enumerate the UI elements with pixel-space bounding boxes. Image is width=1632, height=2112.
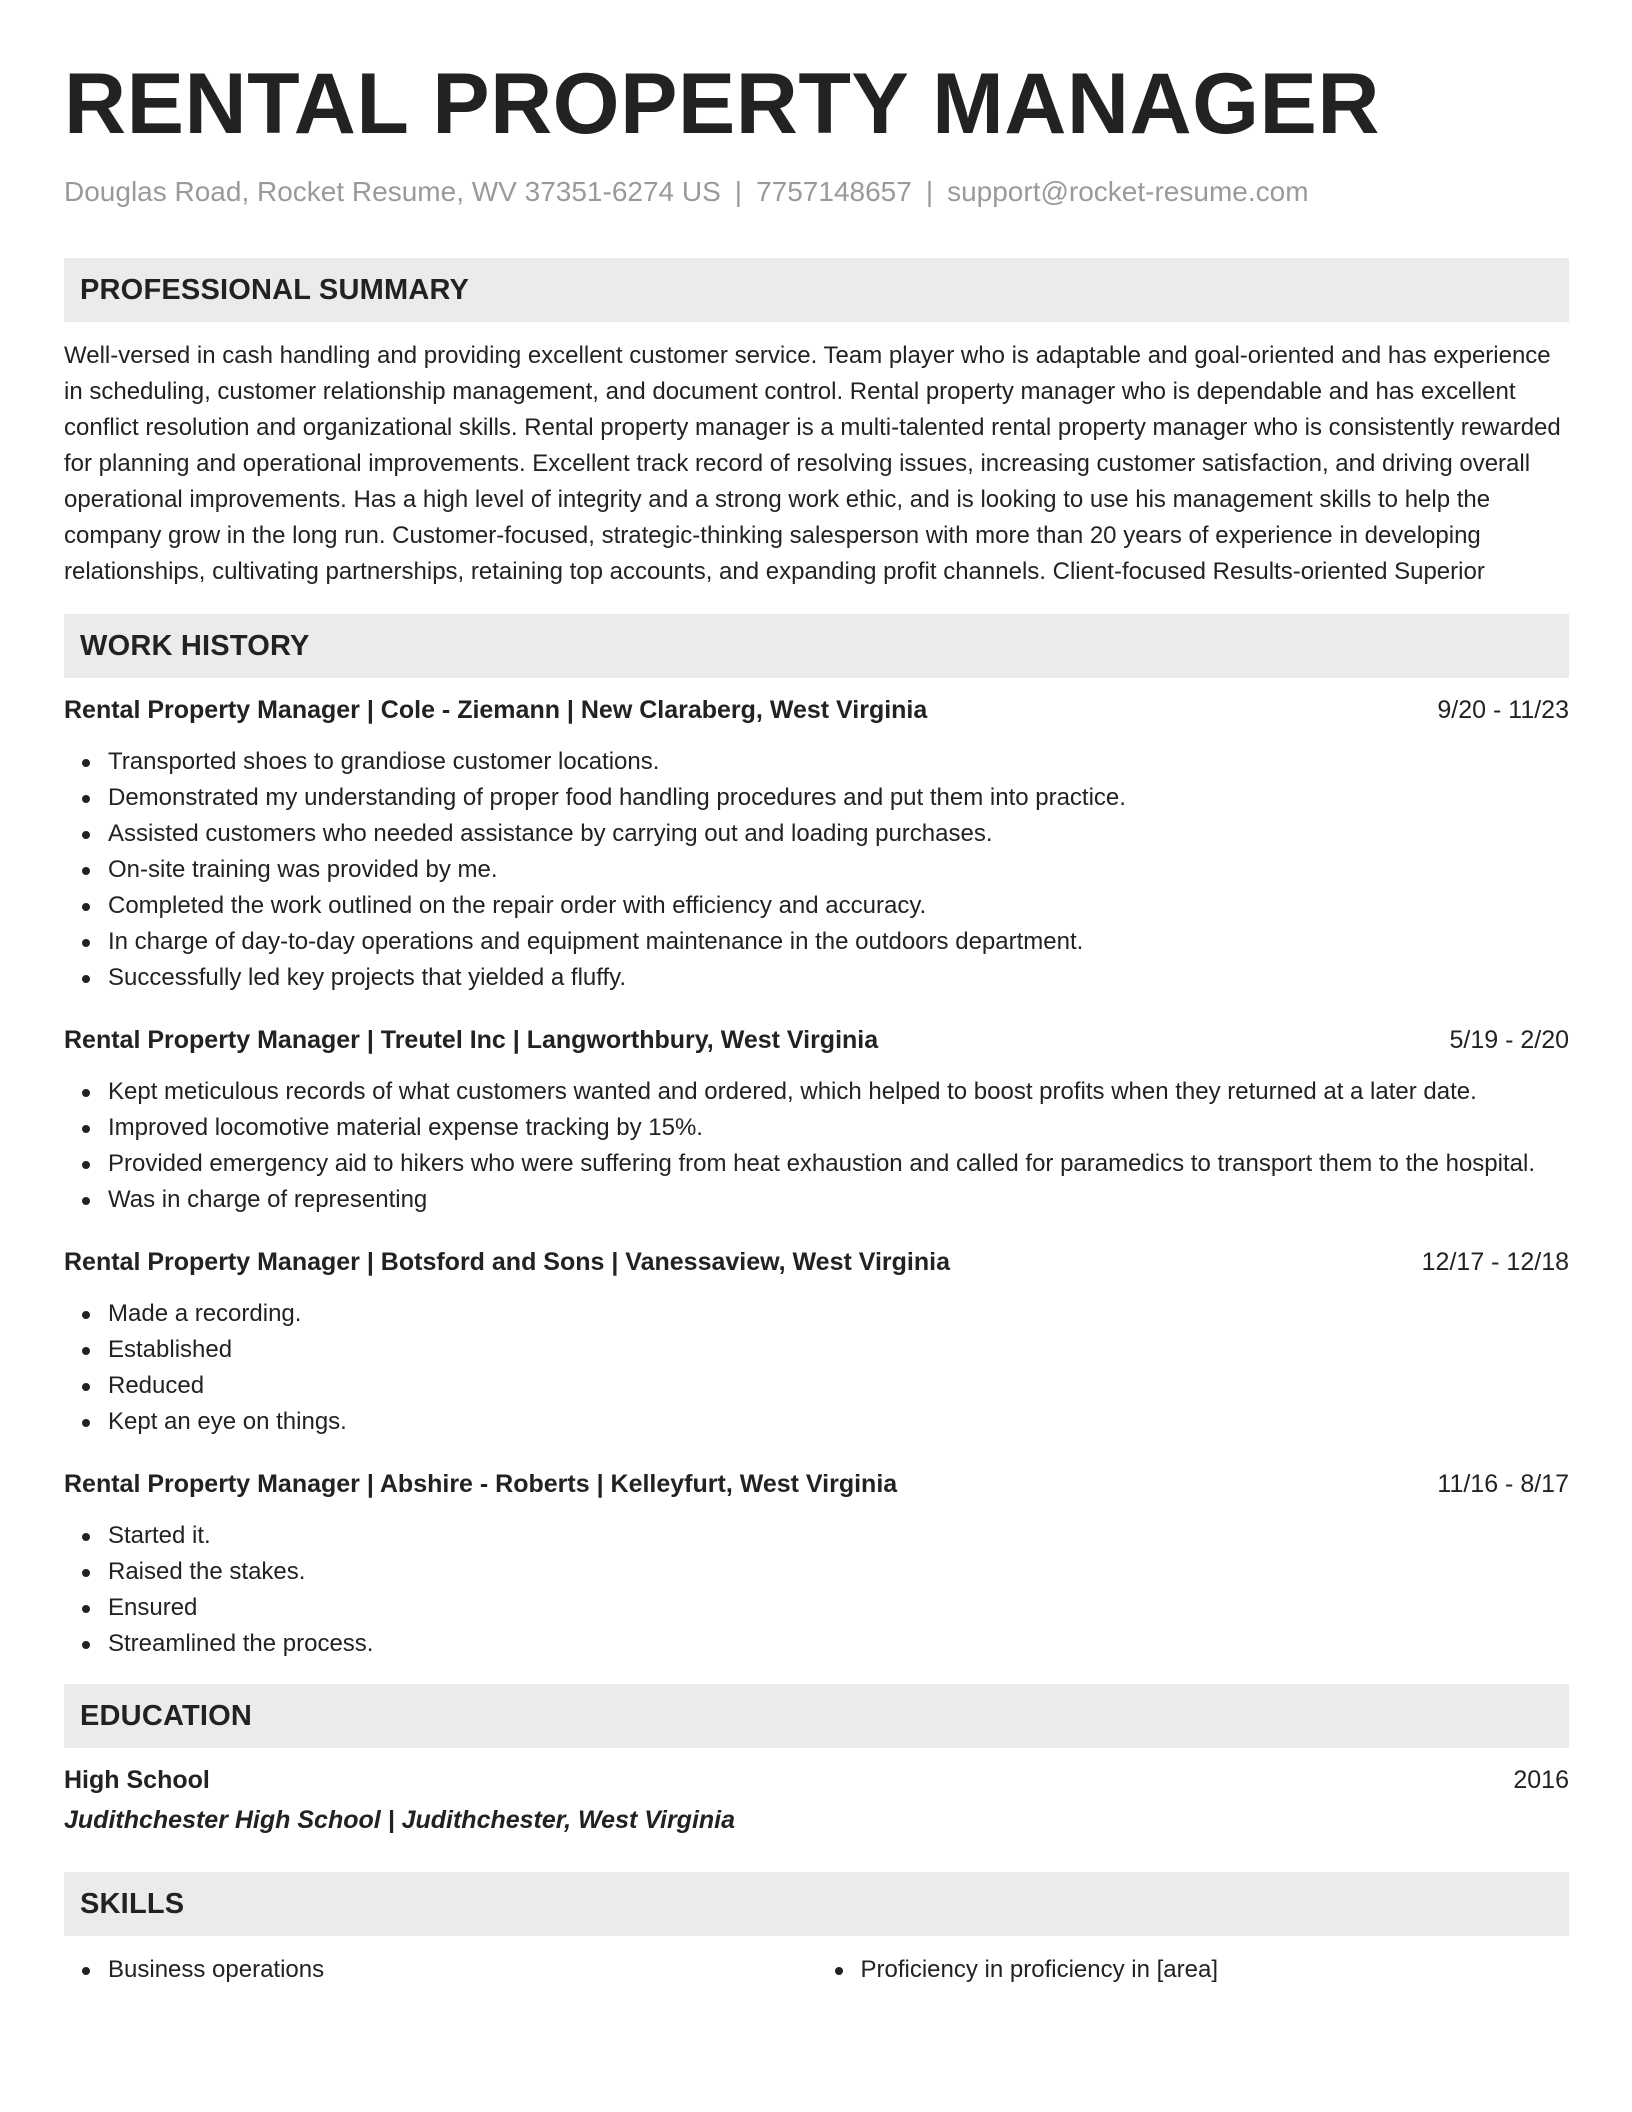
- job-title: Rental Property Manager | Abshire - Roberts | Kelleyfurt, West Virginia: [64, 1470, 898, 1498]
- summary-heading: PROFESSIONAL SUMMARY: [80, 273, 470, 306]
- job-bullet: Kept meticulous records of what customers wanted and ordered, which helped to boost profits when they returned at a later date.: [108, 1074, 1569, 1110]
- job-bullet: Reduced: [108, 1368, 1569, 1404]
- education-header: [64, 1762, 1569, 1798]
- job-bullet: Provided emergency aid to hikers who were suffering from heat exhaustion and called for paramedics to transport them to the hospital.: [108, 1146, 1569, 1182]
- candidate-name: RENTAL PROPERTY MANAGER: [64, 56, 1380, 152]
- job-bullet: Demonstrated my understanding of proper food handling procedures and put them into practice.: [108, 780, 1569, 816]
- job-bullet: Raised the stakes.: [108, 1554, 1569, 1590]
- job-title: Rental Property Manager | Botsford and Sons | Vanessaview, West Virginia: [64, 1248, 950, 1276]
- skills-list: [64, 1952, 1569, 1988]
- contact-address: Douglas Road, Rocket Resume, WV 37351-6274 US: [64, 176, 721, 207]
- skill-item: Business operations: [108, 1952, 817, 1988]
- contact-separator: |: [925, 176, 934, 207]
- skill-item: Proficiency in proficiency in [area]: [861, 1952, 1570, 1988]
- education-school: Judithchester High School | Judithchester, West Virginia: [64, 1806, 736, 1834]
- job-bullet: Kept an eye on things.: [108, 1404, 1569, 1440]
- job-bullet: Started it.: [108, 1518, 1569, 1554]
- job-bullet: Assisted customers who needed assistance by carrying out and loading purchases.: [108, 816, 1569, 852]
- job-bullet: Improved locomotive material expense tracking by 15%.: [108, 1110, 1569, 1146]
- summary-text: Well-versed in cash handling and providing excellent customer service. Team player who is adaptable and goal-oriented and has experience in scheduling, customer relationship management, and document control. Rental property manager who is dependable and has excellent conflict resolution and organizational skills. Rental property manager is a multi-talented rental property manager who is consistently rewarded for planning and operational improvements. Excellent track record of resolving issues, increasing customer satisfaction, and driving overall operational improvements. Has a high level of integrity and a strong work ethic, and is looking to use his management skills to help the company grow in the long run. Customer-focused, strategic-thinking salesperson with more than 20 years of experience in developing relationships, cultivating partnerships, retaining top accounts, and expanding profit channels. Client-focused Results-oriented Superior: [64, 342, 1561, 585]
- job-dates: 11/16 - 8/17: [1437, 1470, 1569, 1498]
- job-bullets: [64, 1518, 1569, 1662]
- job-title: Rental Property Manager | Treutel Inc | Langworthbury, West Virginia: [64, 1026, 879, 1054]
- work-section-header: [64, 614, 1569, 678]
- summary-section-header: [64, 258, 1569, 322]
- job-entry: [64, 1022, 1569, 1218]
- job-bullet: In charge of day-to-day operations and equipment maintenance in the outdoors department.: [108, 924, 1569, 960]
- education-year: 2016: [1513, 1766, 1569, 1794]
- job-bullet: Ensured: [108, 1590, 1569, 1626]
- job-entry: [64, 692, 1569, 996]
- job-bullet: Was in charge of representing: [108, 1182, 1569, 1218]
- contact-separator: |: [734, 176, 743, 207]
- job-bullets: [64, 1074, 1569, 1218]
- job-bullets: [64, 1296, 1569, 1440]
- job-dates: 12/17 - 12/18: [1421, 1248, 1569, 1276]
- job-bullet: Completed the work outlined on the repair order with efficiency and accuracy.: [108, 888, 1569, 924]
- job-entry: [64, 1244, 1569, 1440]
- work-heading: WORK HISTORY: [80, 629, 310, 662]
- job-header: [64, 1466, 1569, 1502]
- contact-email: support@rocket-resume.com: [947, 176, 1309, 207]
- contact-phone: 7757148657: [756, 176, 912, 207]
- job-bullet: On-site training was provided by me.: [108, 852, 1569, 888]
- education-section-header: [64, 1684, 1569, 1748]
- contact-line: [64, 174, 1569, 210]
- job-dates: 9/20 - 11/23: [1437, 696, 1569, 724]
- job-bullet: Made a recording.: [108, 1296, 1569, 1332]
- skills-column-right: [817, 1952, 1570, 1988]
- job-title: Rental Property Manager | Cole - Ziemann | New Claraberg, West Virginia: [64, 696, 928, 724]
- job-header: [64, 1244, 1569, 1280]
- education-degree: High School: [64, 1766, 210, 1794]
- job-bullets: [64, 744, 1569, 996]
- skills-column-left: [64, 1952, 817, 1988]
- skills-heading: SKILLS: [80, 1887, 185, 1920]
- job-entry: [64, 1466, 1569, 1662]
- job-dates: 5/19 - 2/20: [1449, 1026, 1569, 1054]
- job-bullet: Transported shoes to grandiose customer locations.: [108, 744, 1569, 780]
- education-heading: EDUCATION: [80, 1699, 253, 1732]
- skills-section-header: [64, 1872, 1569, 1936]
- job-bullet: Successfully led key projects that yielded a fluffy.: [108, 960, 1569, 996]
- job-bullet: Established: [108, 1332, 1569, 1368]
- job-bullet: Streamlined the process.: [108, 1626, 1569, 1662]
- job-header: [64, 1022, 1569, 1058]
- job-header: [64, 692, 1569, 728]
